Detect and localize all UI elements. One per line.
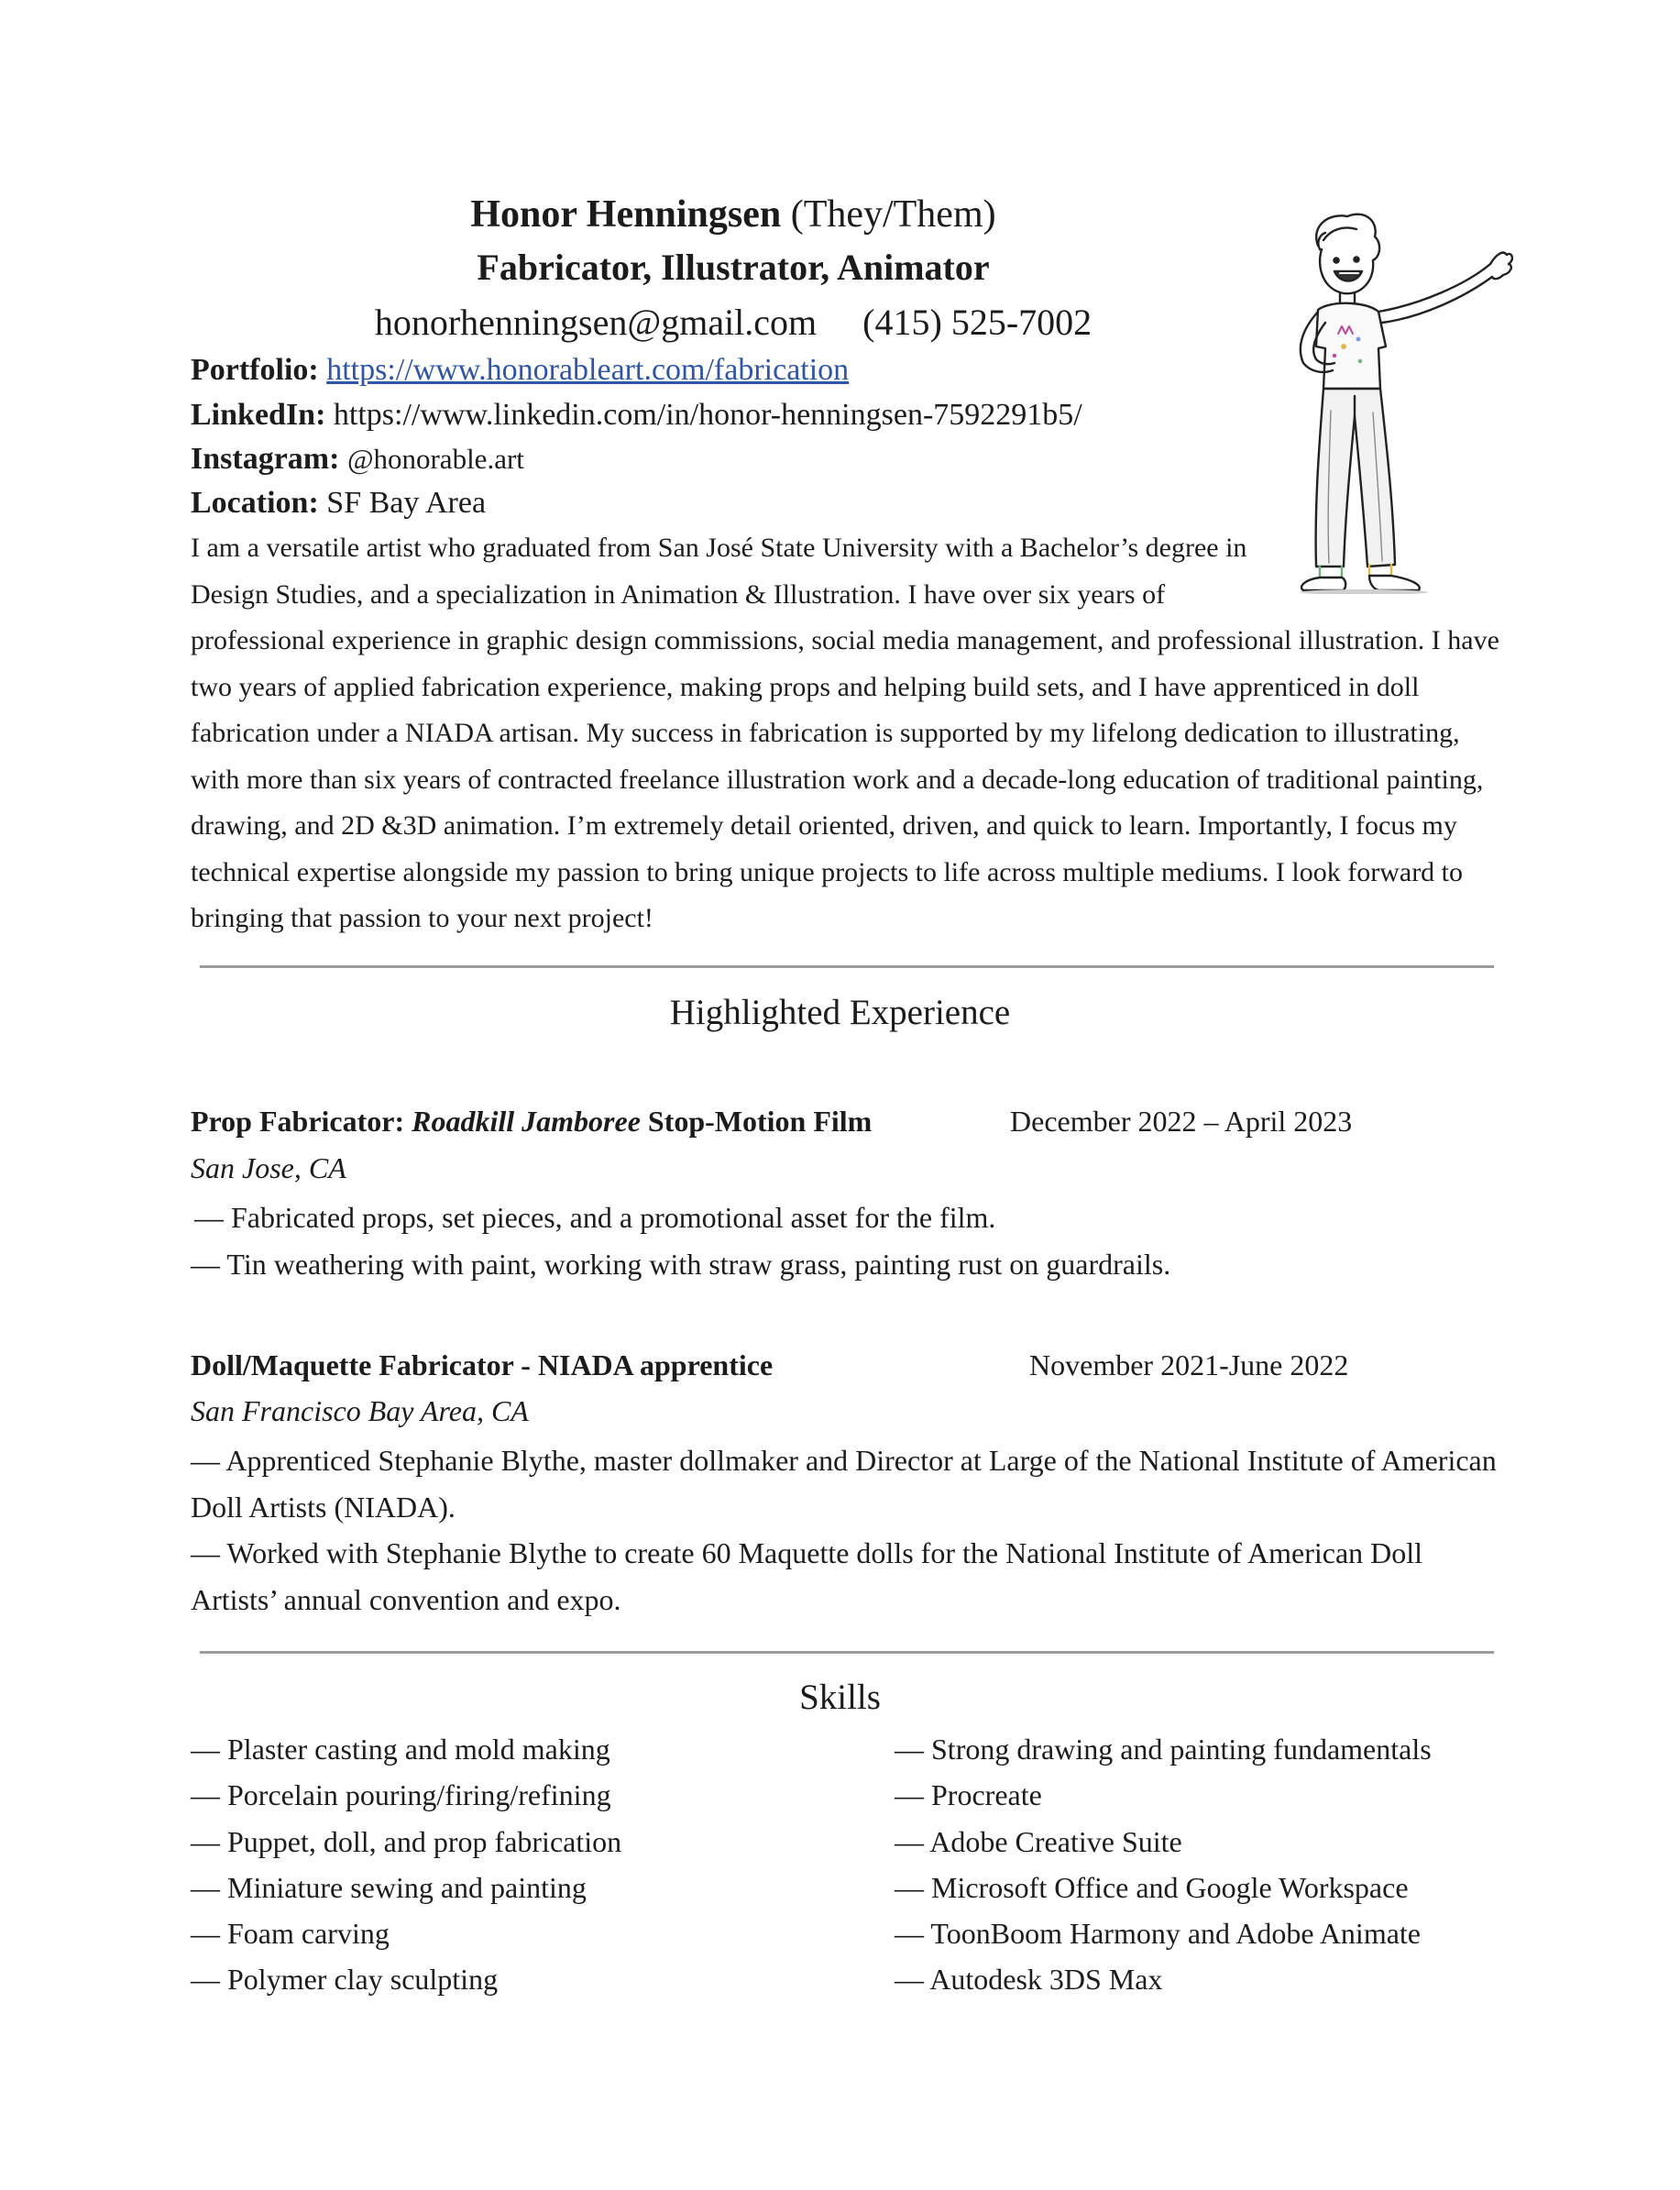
skill-item: — Microsoft Office and Google Workspace xyxy=(895,1870,1409,1904)
linkedin-row xyxy=(191,398,1082,433)
linkedin-label: LinkedIn: xyxy=(191,398,326,432)
location-value: SF Bay Area xyxy=(326,486,487,520)
skills-list-right xyxy=(895,1726,1432,2003)
portfolio-label: Portfolio: xyxy=(191,353,319,387)
skill-item: — Foam carving xyxy=(191,1917,390,1951)
cartoon-self-portrait xyxy=(1283,209,1521,594)
job-1-location: San Jose, CA xyxy=(191,1151,346,1184)
skills-list-left xyxy=(191,1726,621,2003)
experience-heading: Highlighted Experience xyxy=(669,993,1011,1032)
portfolio-link[interactable]: https://www.honorableart.com/fabrication xyxy=(326,353,850,387)
contact-line xyxy=(0,301,1466,344)
skill-item: — Plaster casting and mold making xyxy=(191,1733,610,1766)
section-divider xyxy=(200,1651,1494,1654)
portfolio-row xyxy=(191,353,849,388)
job-2-bullet: — Apprenticed Stephanie Blythe, master dollmaker and Director at Large of the National Institute of American Doll Artists (NIADA). xyxy=(191,1444,1497,1524)
skill-item: — Procreate xyxy=(895,1778,1042,1812)
job-1-bullet: — Tin weathering with paint, working with straw grass, painting rust on guardrails. xyxy=(191,1248,1171,1281)
job-2-location: San Francisco Bay Area, CA xyxy=(191,1394,529,1427)
linkedin-url: https://www.linkedin.com/in/honor-henningsen-7592291b5/ xyxy=(333,398,1082,432)
skill-item: — ToonBoom Harmony and Adobe Animate xyxy=(895,1917,1421,1951)
skill-item: — Porcelain pouring/firing/refining xyxy=(191,1778,611,1812)
instagram-label: Instagram: xyxy=(191,442,340,476)
phone: (415) 525-7002 xyxy=(862,302,1093,343)
bio-text: I am a versatile artist who graduated from San José State University with a Bachelor’s degree in Design Studies, and a specialization in Animation & Illustration. I have over six years of professional experience in graphic design commissions, social media management, and professional illustration. I have two years of applied fabrication experience, making props and helping build sets, and I have apprenticed in doll fabrication under a NIADA artisan. My success in fabrication is supported by my lifelong dedication to illustrating, with more than six years of contracted freelance illustration work and a decade-long education of traditional painting, drawing, and 2D &3D animation. I’m extremely detail oriented, driven, and quick to learn. Importantly, I focus my technical expertise alongside my passion to bring unique projects to life across multiple mediums. I look forward to bringing that passion to your next project! xyxy=(191,533,1499,933)
skill-item: — Adobe Creative Suite xyxy=(895,1824,1182,1858)
job-1-dates: December 2022 – April 2023 xyxy=(1010,1105,1353,1138)
job-titles: Fabricator, Illustrator, Animator xyxy=(477,247,990,288)
job-1-bullet: — Fabricated props, set pieces, and a promotional asset for the film. xyxy=(194,1201,996,1234)
full-name: Honor Henningsen xyxy=(470,193,782,236)
job-1-title xyxy=(191,1105,872,1139)
skill-item: — Puppet, doll, and prop fabrication xyxy=(191,1824,622,1858)
job-2-bullet: — Worked with Stephanie Blythe to create 60 Maquette dolls for the National Institute of American Doll Artists’ annual convention and expo. xyxy=(191,1536,1423,1616)
job-2-dates: November 2021-June 2022 xyxy=(1029,1348,1349,1381)
skill-item: — Strong drawing and painting fundamentals xyxy=(895,1733,1432,1766)
instagram-row xyxy=(191,442,524,477)
location-row xyxy=(191,486,486,521)
skill-item: — Miniature sewing and painting xyxy=(191,1870,587,1904)
job-1-title-suffix: Stop-Motion Film xyxy=(647,1105,873,1138)
job-1-title-prefix: Prop Fabricator: xyxy=(191,1105,405,1138)
job-2-title: Doll/Maquette Fabricator - NIADA apprentice xyxy=(191,1348,774,1381)
email: honorhenningsen@gmail.com xyxy=(374,302,818,343)
skill-item: — Autodesk 3DS Max xyxy=(895,1963,1163,1997)
section-divider xyxy=(200,965,1494,968)
skill-item: — Polymer clay sculpting xyxy=(191,1963,499,1997)
pronouns: (They/Them) xyxy=(790,193,996,236)
job-1-film-name: Roadkill Jamboree xyxy=(412,1105,641,1138)
location-label: Location: xyxy=(191,486,319,520)
instagram-handle: @honorable.art xyxy=(346,443,524,475)
skills-heading: Skills xyxy=(799,1678,881,1717)
name-line xyxy=(0,193,1466,237)
